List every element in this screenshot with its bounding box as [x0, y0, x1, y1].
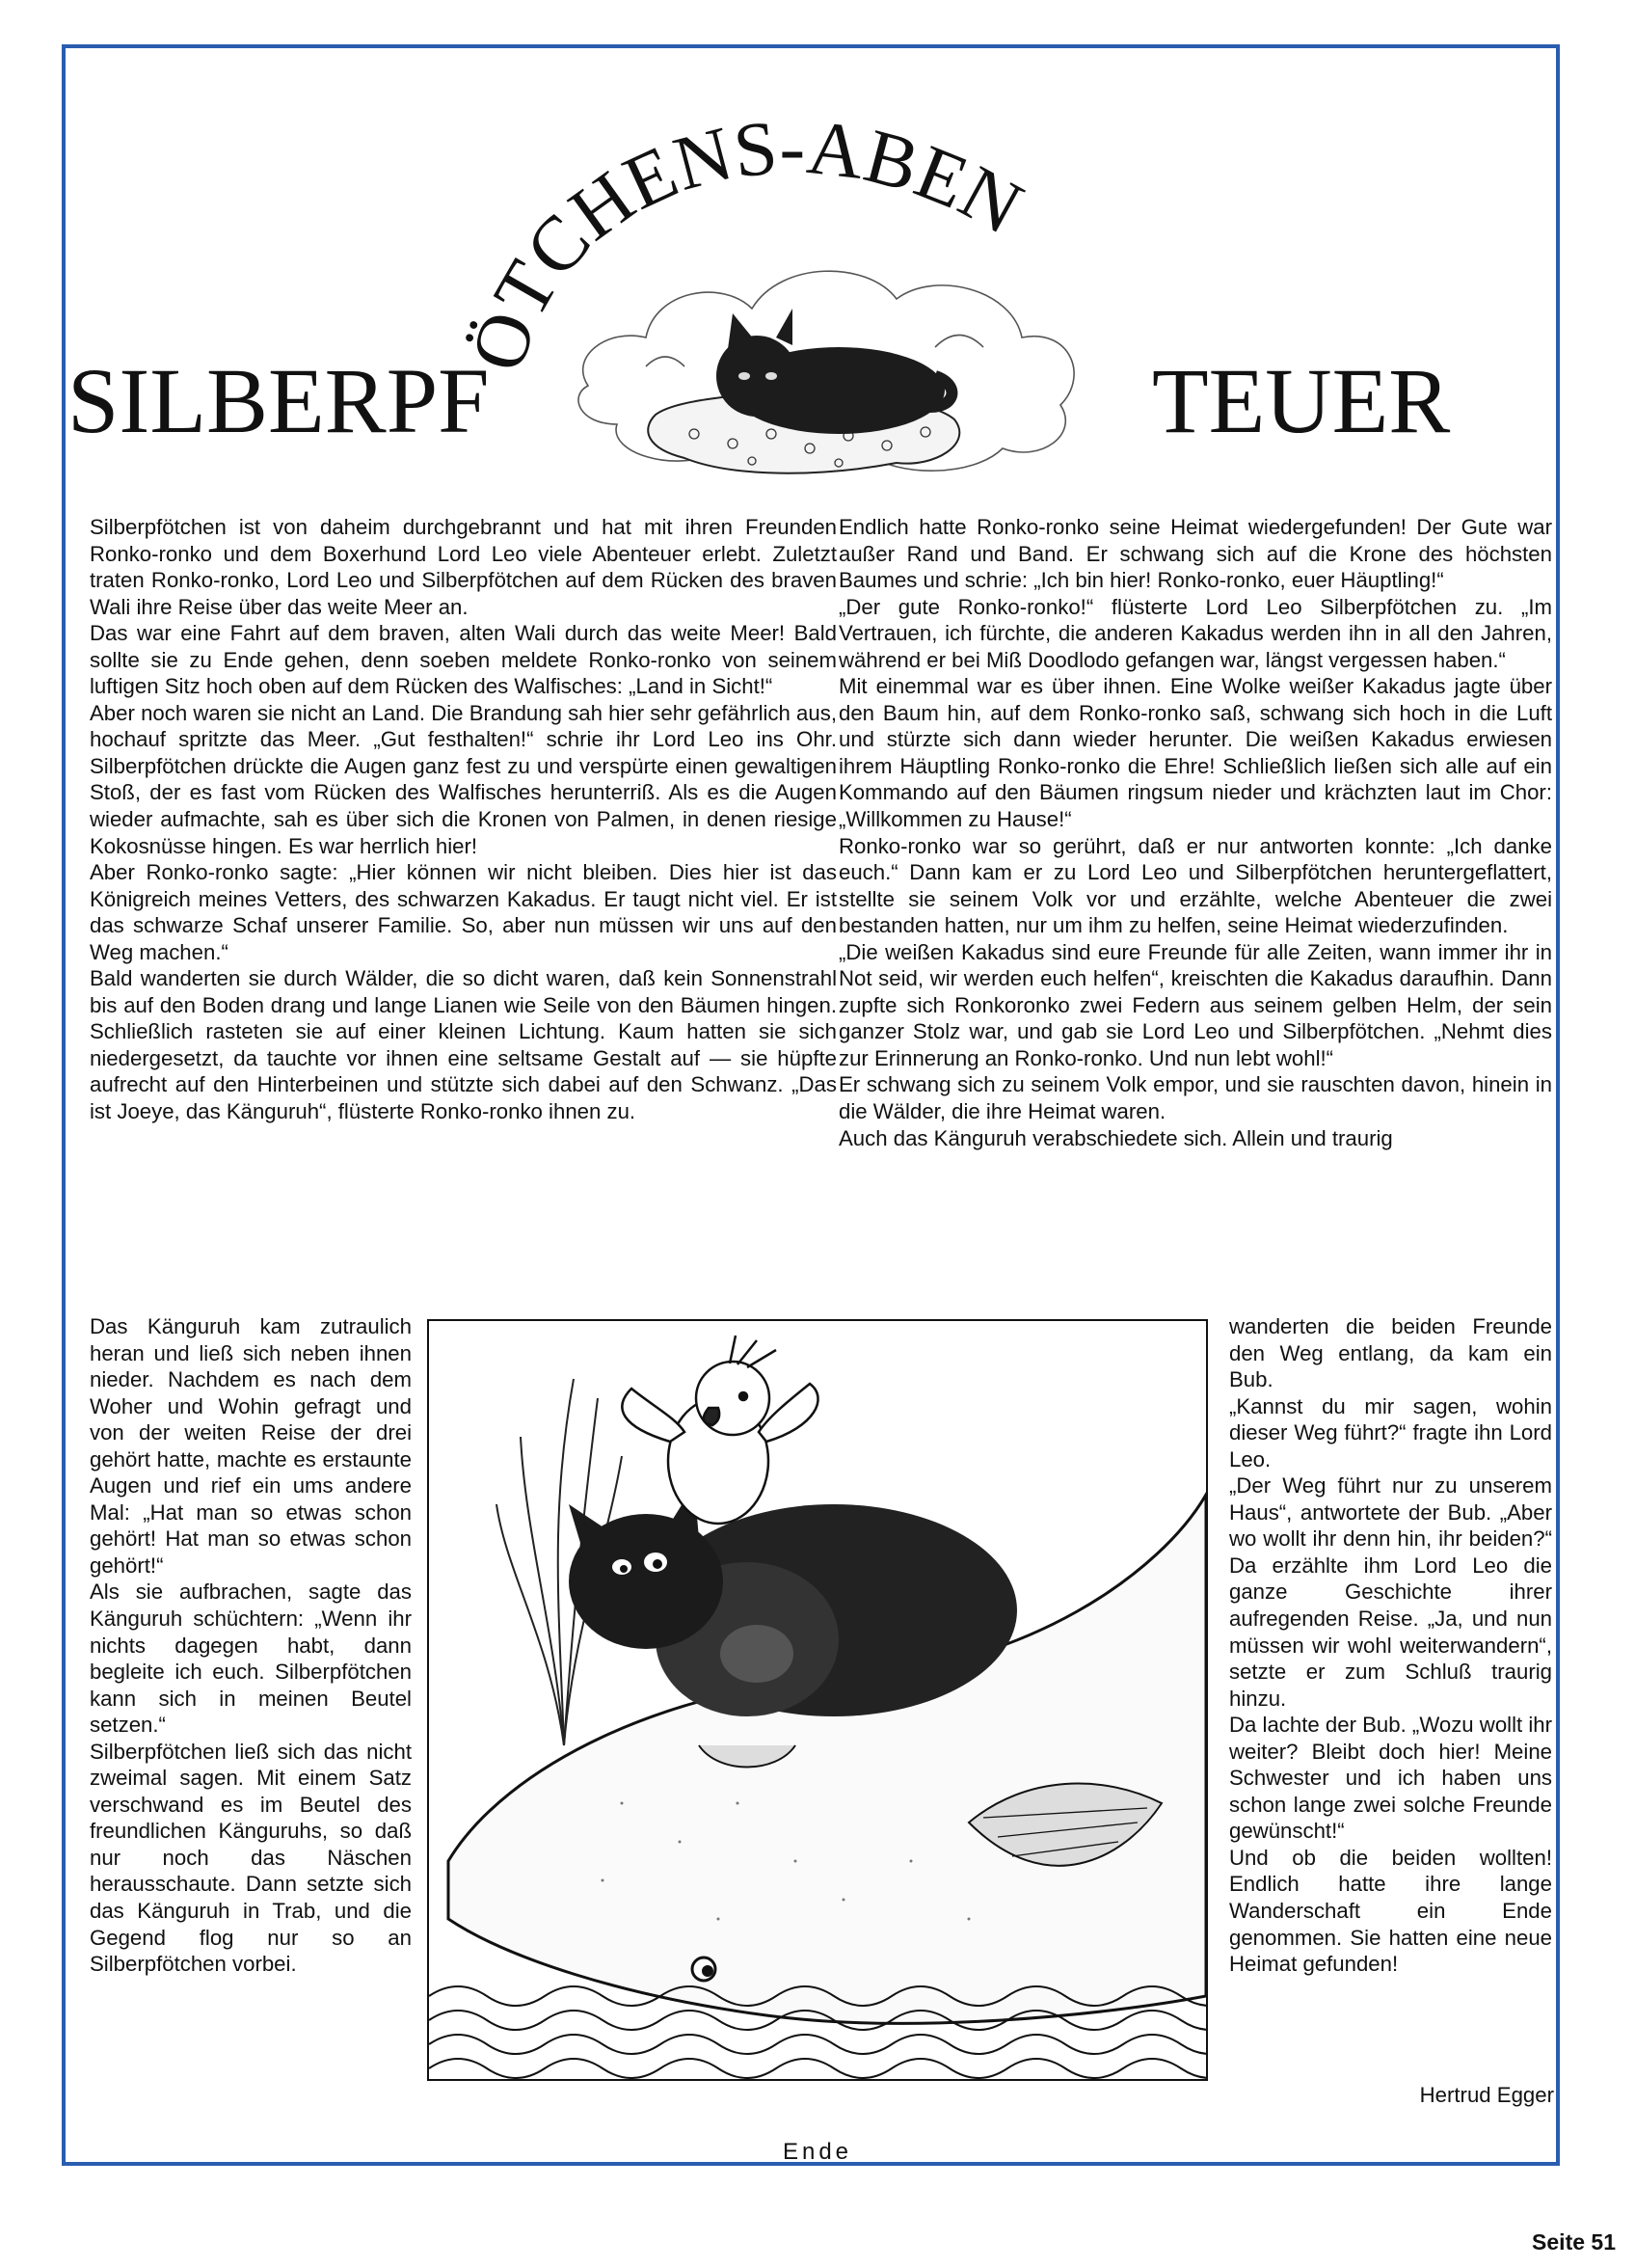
title-artwork	[67, 96, 1552, 521]
text-column-right-top: Endlich hatte Ronko-ronko seine Heimat wiedergefunden! Der Gute war außer Rand und Band. Er schwang sich auf die Krone des höchsten Baumes und schrie: „Ich bin hier! Ronko-ronko, euer Häuptling!“ „Der gute Ronko-ronko!“ flüsterte Lord Leo Silberpfötchen zu. „Im Vertrauen, ich fürchte, die anderen Kakadus werden ihn in all den Jahren, während er bei Miß Doodlodo gefangen war, längst vergessen haben.“ Mit einemmal war es über ihnen. Eine Wolke weißer Kakadus jagte über den Baum hin, auf dem Ronko-ronko saß, schwang sich hoch in die Luft und stürzte sich dann wieder herunter. Die weißen Kakadus erwiesen ihrem Häuptling Ronko-ronko die Ehre! Schließlich ließen sich alle auf ein Kommando auf den Bäumen ringsum nieder und krächzten laut im Chor: „Willkommen zu Hause!“ Ronko-ronko war so gerührt, daß er nur antworten konnte: „Ich danke euch.“ Dann kam er zu Lord Leo und Silberpfötchen heruntergeflattert, stellte sie seinem Volk vor und erzählte, welche Abenteuer die zwei bestanden hatten, nur um ihm zu helfen, seine Heimat wiederzufinden. „Die weißen Kakadus sind eure Freunde für alle Zeiten, wann immer ihr in Not seid, wir werden euch helfen“, kreischten die Kakadus daraufhin. Dann zupfte sich Ronkoronko zwei Federn aus seinem gelben Helm, der sein ganzer Stolz war, und gab sie Lord Leo und Silberpfötchen. „Nehmt dies zur Erinnerung an Ronko-ronko. Und nun lebt wohl!“ Er schwang sich zu seinem Volk empor, und sie rauschten davon, hinein in die Wälder, die ihre Heimat waren. Auch das Känguruh verabschiedete sich. Allein und traurig	[839, 515, 1552, 1150]
title-right: TEUER	[1152, 349, 1451, 452]
end-marker: Ende	[782, 2139, 853, 2165]
story-illustration	[427, 1319, 1208, 2081]
kitten-illustration	[716, 309, 952, 434]
title-arc-path: ÖTCHENS-ABEN	[454, 104, 1036, 381]
whale-scene-drawing	[429, 1321, 1206, 2079]
cockatoo	[622, 1336, 818, 1524]
text-column-left-top: Silberpfötchen ist von daheim durchgebrannt und hat mit ihren Freunden Ronko-ronko und dem Boxerhund Lord Leo viele Abenteuer erlebt. Zuletzt traten Ronko-ronko, Lord Leo und Silberpfötchen auf dem Rücken des braven Wali ihre Reise über das weite Meer an. Das war eine Fahrt auf dem braven, alten Wali durch das weite Meer! Bald sollte sie zu Ende gehen, denn soeben meldete Ronko-ronko von seinem luftigen Sitz hoch oben auf dem Rücken des Walfisches: „Land in Sicht!“ Aber noch waren sie nicht an Land. Die Brandung sah hier sehr gefährlich aus, hochauf spritzte das Meer. „Gut festhalten!“ schrie ihr Lord Leo ins Ohr. Silberpfötchen drückte die Augen ganz fest zu und verspürte einen gewaltigen Stoß, der es fast vom Rücken des Walfisches herunterriß. Als es die Augen wieder aufmachte, sah es über sich die Kronen von Palmen, in denen riesige Kokosnüsse hingen. Es war herrlich hier! Aber Ronko-ronko sagte: „Hier können wir nicht bleiben. Dies hier ist das Königreich meines Vetters, des schwarzen Kakadus. Er taugt nicht viel. Er ist das schwarze Schaf unserer Familie. So, aber nun müssen wir uns auf den Weg machen.“ Bald wanderten sie durch Wälder, die so dicht waren, daß kein Sonnenstrahl bis auf den Boden drang und lange Lianen wie Seile von den Bäumen hingen. Schließlich rasteten sie auf einer kleinen Lichtung. Kaum hatten sie sich niedergesetzt, da tauchte vor ihnen eine seltsame Gestalt auf — sie hüpfte aufrecht auf den Hinterbeinen und stützte sich dabei auf den Schwanz. „Das ist Joeye, das Känguruh“, flüsterte Ronko-ronko ihnen zu.	[90, 515, 837, 1124]
page-number: Seite 51	[1532, 2229, 1616, 2254]
title-left: SILBERPF	[67, 349, 490, 452]
text-column-left-bottom: Das Känguruh kam zutraulich heran und ließ sich neben ihnen nieder. Nachdem es nach dem Woher und Wohin gefragt und von der weiten Reise der drei gehört hatte, machte es erstaunte Augen und rief ein ums andere Mal: „Hat man so etwas schon gehört! Hat man so etwas schon gehört!“ Als sie aufbrachen, sagte das Känguruh schüchtern: „Wenn ihr nichts dagegen habt, dann begleite ich euch. Silberpfötchen kann sich in meinen Beutel setzen.“ Silberpfötchen ließ sich das nicht zweimal sagen. Mit einem Satz verschwand es im Beutel des freundlichen Känguruhs, so daß nur noch das Näschen herausschaute. Dann setzte sich das Känguruh in Trab, und die Gegend flog nur so an Silberpfötchen vorbei.	[90, 1314, 412, 1977]
text-column-right-bottom: wanderten die beiden Freunde den Weg entlang, da kam ein Bub. „Kannst du mir sagen, wohin dieser Weg führt?“ fragte ihn Lord Leo. „Der Weg führt nur zu unserem Haus“, antwortete der Bub. „Aber wo wollt ihr denn hin, ihr beiden?“ Da erzählte ihm Lord Leo die ganze Geschichte ihrer aufregenden Reise. „Ja, und nun müssen wir wohl weiterwandern“, setzte er zum Schluß traurig hinzu. Da lachte der Bub. „Wozu wollt ihr weiter? Bleibt doch hier! Meine Schwester und ich haben uns schon lange zwei solche Freunde gewünscht!“ Und ob die beiden wollten! Endlich hatte ihre lange Wanderschaft ein Ende genommen. Sie hatten eine neue Heimat gefunden!	[1229, 1314, 1553, 1977]
author-name: Hertrud Egger	[1419, 2083, 1554, 2107]
